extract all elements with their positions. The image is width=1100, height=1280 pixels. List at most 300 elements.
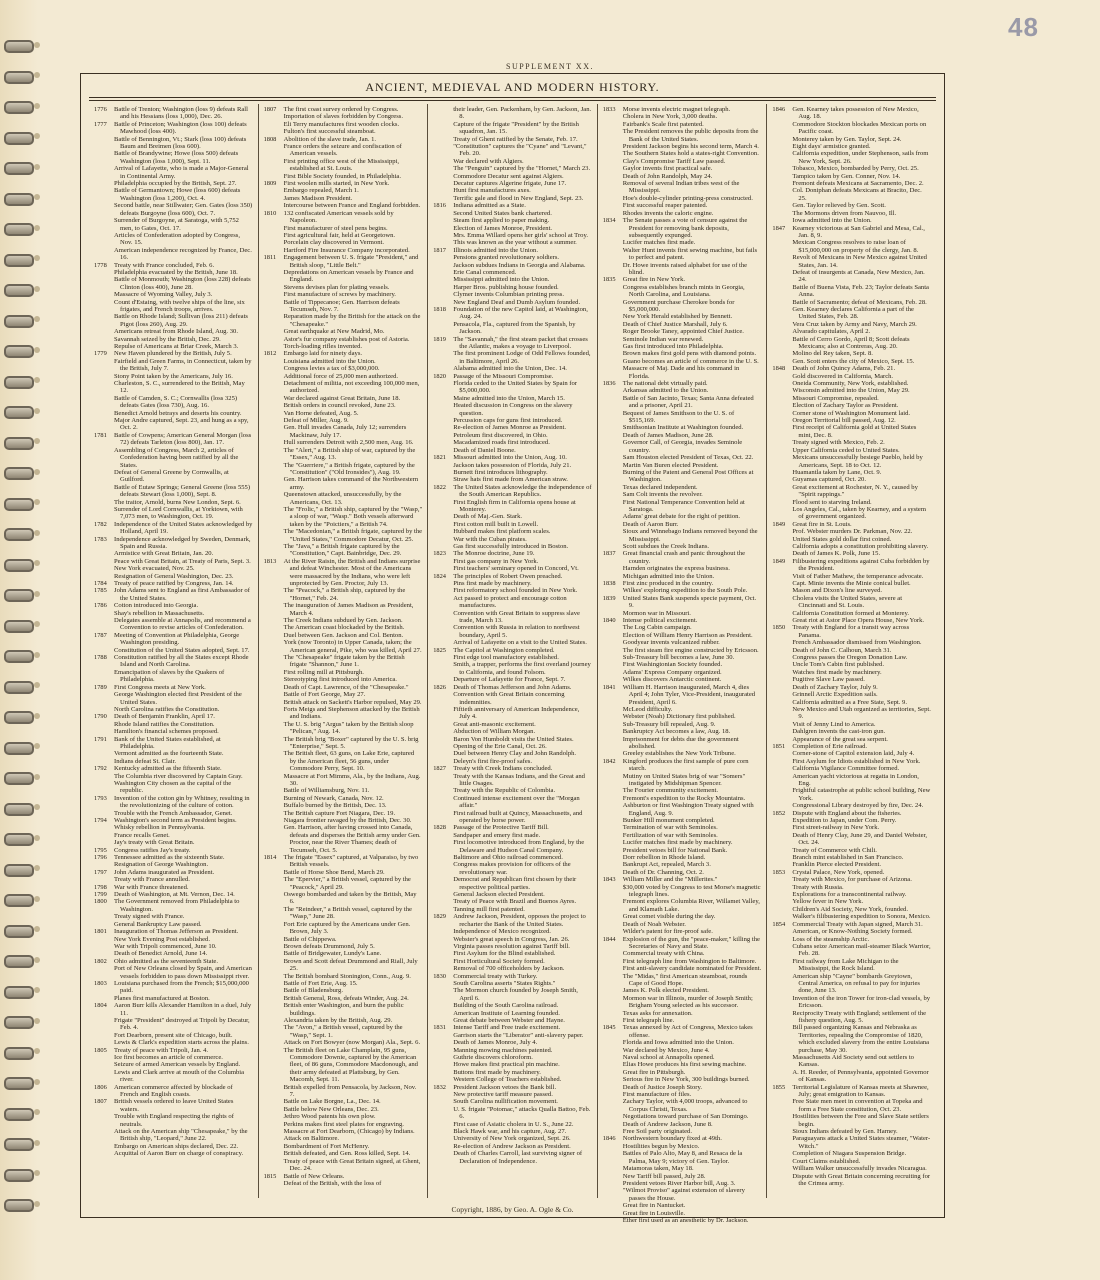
history-entry — [94, 950, 253, 957]
entry-year: 1831 — [433, 1024, 446, 1032]
entry-text: Death of Washington, at Mt. Vernon, Dec. 14. — [114, 891, 235, 899]
binding-hole — [34, 225, 40, 231]
entry-text: Texas declared independent. — [622, 483, 698, 491]
history-entry — [433, 587, 592, 594]
binding-ring — [4, 254, 34, 267]
entry-text: Fulton's first successful steamboat. — [283, 128, 376, 136]
history-entry — [433, 787, 592, 794]
entry-text: The Senate passes a vote of censure against the President for removing bank deposits, subsequently expunged. — [622, 217, 748, 239]
history-entry — [264, 313, 423, 328]
history-entry — [603, 462, 762, 469]
history-entry — [603, 736, 762, 751]
entry-year — [603, 499, 623, 514]
entry-text: Embargo on American ships declared, Dec. 22. — [114, 1142, 239, 1150]
entry-year — [433, 462, 453, 469]
entry-year — [264, 402, 284, 409]
entry-text: Harper Bros. publishing house founded. — [453, 283, 559, 291]
entry-year — [264, 239, 284, 246]
entry-year — [772, 439, 792, 446]
entry-text: Brown defeats Drummond, July 5. — [283, 942, 375, 950]
history-entry — [94, 773, 253, 780]
entry-year — [433, 906, 453, 913]
entry-year — [772, 684, 792, 691]
entry-text: Webster's great speech in Congress, Jan. 26. — [453, 935, 570, 943]
entry-text: Death of Maj.-Gen. Stark. — [453, 513, 523, 521]
history-entry — [94, 721, 253, 728]
entry-year — [603, 1143, 623, 1150]
entry-year — [603, 610, 623, 617]
entry-year — [94, 313, 114, 328]
entry-text: New York Evening Post established. — [114, 935, 210, 943]
history-entry — [603, 106, 762, 113]
history-entry — [603, 676, 762, 683]
entry-year — [603, 839, 623, 846]
entry-year — [433, 743, 453, 750]
entry-text: Burning of the Patent and General Post Offices at Washington. — [622, 468, 754, 484]
history-entry — [603, 876, 762, 883]
entry-year — [772, 454, 792, 469]
entry-text: Roger Brooke Taney, appointed Chief Justice. — [622, 328, 744, 336]
entry-text: William Walker unsuccessfully invades Nicaragua. — [792, 1165, 927, 1173]
history-entry — [433, 1061, 592, 1068]
history-entry — [772, 706, 931, 721]
entry-year — [264, 824, 284, 854]
entry-year — [264, 639, 284, 654]
entry-text: Adams' great debate for the right of petition. — [622, 513, 741, 521]
history-entry — [94, 417, 253, 432]
history-entry — [772, 684, 931, 691]
entry-text: The U. S. brig "Argus" taken by the British sloop "Pelican," Aug. 14. — [283, 720, 414, 736]
entry-text: Battle of Bladensburg. — [283, 987, 343, 995]
history-entry — [603, 1150, 762, 1165]
entry-text: Baltimore and Ohio railroad commenced. — [453, 854, 563, 862]
entry-text: Maine admitted into the Union, March 15. — [453, 394, 565, 402]
entry-text: Forts Meigs and Stephenson attacked by the British and Indians. — [283, 705, 420, 721]
entry-year — [603, 1061, 623, 1068]
entry-text: Capture of the frigate "President" by the British squadron, Jan. 15. — [453, 120, 579, 136]
entry-text: War declared with Algiers. — [453, 157, 524, 165]
entry-text: Great excitement at Rochester, N. Y., caused by "Spirit rappings." — [792, 483, 918, 499]
history-entry — [264, 817, 423, 824]
history-entry — [433, 1143, 592, 1150]
history-entry — [264, 365, 423, 372]
entry-year — [264, 543, 284, 558]
entry-year — [433, 832, 453, 839]
entry-year — [94, 558, 114, 565]
entry-year: 1813 — [263, 557, 277, 565]
entry-year — [433, 321, 453, 336]
entry-text: Children's Aid Society, New York, founded. — [792, 905, 908, 913]
history-entry — [433, 1084, 592, 1091]
history-entry — [264, 810, 423, 817]
entry-year: 1840 — [602, 617, 616, 625]
entry-text: Corner stone of Washington Monument laid. — [792, 409, 911, 417]
entry-year — [433, 225, 453, 232]
history-entry — [772, 869, 931, 876]
entry-year — [603, 1173, 623, 1180]
entry-text: Oswego bombarded and taken by the British, May 6. — [283, 891, 417, 906]
entry-year — [603, 773, 623, 788]
entry-year — [264, 810, 284, 817]
binding-hole — [34, 438, 40, 444]
entry-text: Additional force of 25,000 men authorized. — [283, 372, 399, 380]
history-entry — [772, 587, 931, 594]
entry-year — [264, 995, 284, 1002]
entry-text: Intense political excitement. — [622, 617, 698, 625]
history-entry — [603, 610, 762, 617]
history-entry — [433, 676, 592, 683]
entry-year — [94, 1143, 114, 1150]
entry-year — [433, 1017, 453, 1024]
history-entry — [94, 817, 253, 824]
entry-text: Battle on Rhode Island; Sullivan (loss 211) defeats Pigot (loss 260), Aug. 29. — [114, 313, 248, 328]
history-entry — [433, 950, 592, 957]
history-entry — [433, 202, 592, 209]
entry-year — [264, 691, 284, 698]
history-entry — [264, 358, 423, 365]
entry-text: Savannah seized by the British, Dec. 29. — [114, 335, 221, 343]
history-entry — [94, 410, 253, 417]
entry-year — [264, 906, 284, 921]
entry-text: Independence acknowledged by Sweden, Denmark, Spain and Russia. — [114, 535, 251, 550]
binding-ring — [4, 101, 34, 114]
entry-year — [772, 402, 792, 409]
entry-year — [94, 750, 114, 757]
entry-text: Gas first introduced into Philadelphia. — [622, 343, 724, 350]
entry-year — [94, 721, 114, 728]
entry-year — [772, 691, 792, 698]
history-entry — [264, 1047, 423, 1084]
entry-year — [264, 269, 284, 284]
entry-text: British orders in council revoked, June 23. — [283, 402, 396, 410]
history-entry — [94, 1098, 253, 1113]
entry-text: Battle of Princeton; Washington (loss 100) defeats Mawhood (loss 400). — [114, 120, 247, 136]
entry-year — [94, 1113, 114, 1128]
entry-year — [433, 1128, 453, 1135]
history-column-4 — [597, 104, 767, 1224]
binding-hole — [34, 1048, 40, 1054]
entry-year — [433, 1076, 453, 1083]
history-entry — [603, 595, 762, 610]
history-entry — [772, 936, 931, 943]
entry-year — [772, 528, 792, 535]
entry-year — [94, 1150, 114, 1157]
entry-text: Watches first made by machinery. — [792, 668, 882, 676]
entry-year — [603, 462, 623, 469]
entry-year — [94, 758, 114, 765]
entry-text: Grinnell Arctic Expedition sails. — [792, 691, 878, 699]
history-entry — [94, 1039, 253, 1046]
entry-year — [433, 121, 453, 136]
history-entry — [433, 521, 592, 528]
entry-year — [603, 143, 623, 150]
history-entry — [603, 454, 762, 461]
entry-text: Death of John Randolph, May 24. — [622, 172, 713, 180]
history-entry — [433, 365, 592, 372]
entry-year — [94, 373, 114, 380]
entry-year — [433, 787, 453, 794]
history-entry — [433, 143, 592, 158]
entry-text: War with France threatened. — [114, 883, 189, 891]
history-entry — [772, 1173, 931, 1188]
entry-year — [772, 187, 792, 202]
history-entry — [94, 1032, 253, 1039]
entry-text: Webster (Noah) Dictionary first published. — [622, 713, 736, 721]
entry-year — [264, 447, 284, 462]
entry-text: Great fire in Nantucket. — [622, 1202, 686, 1210]
history-entry — [772, 225, 931, 240]
entry-text: Pensions granted revolutionary soldiers. — [453, 254, 560, 262]
entry-year — [264, 358, 284, 365]
entry-year — [772, 202, 792, 209]
entry-text: Missouri admitted into the Union, Aug. 10. — [453, 454, 567, 462]
history-entry — [433, 247, 592, 254]
entry-year — [94, 232, 114, 247]
history-entry — [603, 684, 762, 706]
history-entry — [603, 639, 762, 646]
entry-text: American Institute of Learning founded. — [453, 1009, 560, 1017]
history-entry — [772, 1084, 931, 1099]
history-entry — [264, 1106, 423, 1113]
entry-year: 1815 — [263, 1172, 277, 1180]
entry-year — [433, 728, 453, 735]
entry-text: Western College of Teachers established. — [453, 1076, 562, 1084]
entry-text: Alabama admitted into the Union, Dec. 14. — [453, 365, 567, 373]
entry-text: Battle of New Orleans. — [283, 1172, 345, 1180]
entry-text: Petroleum first discovered, in Ohio. — [453, 431, 548, 439]
history-entry — [264, 1143, 423, 1150]
history-entry — [603, 121, 762, 128]
entry-year — [772, 484, 792, 499]
entry-text: Dr. Howe invents raised alphabet for use of the blind. — [622, 261, 748, 276]
entry-year — [264, 528, 284, 543]
entry-text: Gen. Harrison takes command of the Northwestern army. — [283, 476, 419, 491]
entry-text: Congress levies a tax of $3,000,000. — [283, 365, 380, 373]
history-entry — [772, 1128, 931, 1135]
entry-year — [433, 1091, 453, 1098]
entry-year — [264, 876, 284, 891]
entry-year: 1846 — [602, 1135, 616, 1143]
binding-ring — [4, 1016, 34, 1029]
entry-year — [603, 1113, 623, 1120]
history-column-5 — [766, 104, 936, 1198]
entry-year — [433, 1061, 453, 1068]
history-entry — [772, 891, 931, 898]
entry-text: Wilkes' exploring expedition to the South Pole. — [622, 587, 748, 595]
history-entry — [433, 254, 592, 261]
history-entry — [94, 1113, 253, 1128]
entry-year — [772, 550, 792, 557]
history-entry — [433, 1150, 592, 1165]
entry-year — [772, 136, 792, 143]
entry-year — [433, 839, 453, 854]
history-entry — [603, 728, 762, 735]
entry-year: 1846 — [772, 106, 786, 113]
entry-year: 1791 — [94, 735, 107, 743]
entry-year — [264, 1017, 284, 1024]
history-entry — [433, 1039, 592, 1046]
history-entry — [772, 595, 931, 610]
entry-year — [433, 943, 453, 950]
history-entry — [94, 654, 253, 669]
entry-text: Dahlgren invents the cast-iron gun. — [792, 728, 886, 736]
entry-text: Acquittal of Aaron Burr on charge of conspiracy. — [114, 1150, 244, 1158]
entry-year — [264, 187, 284, 194]
entry-text: Appearance of the great sea serpent. — [792, 735, 888, 743]
history-entry — [94, 913, 253, 920]
entry-year — [433, 624, 453, 639]
history-entry — [264, 254, 423, 269]
history-entry — [264, 876, 423, 891]
entry-year: 1778 — [94, 261, 107, 269]
history-entry — [603, 573, 762, 580]
history-entry — [264, 676, 423, 683]
history-entry — [772, 402, 931, 409]
entry-year — [603, 395, 623, 410]
entry-year — [603, 424, 623, 431]
entry-year — [772, 654, 792, 661]
entry-text: John Adams sent to England as first Ambassador of the United States. — [114, 587, 250, 602]
entry-year — [264, 632, 284, 639]
entry-text: The British fleet on Lake Champlain, 95 guns, Commodore Downie, captured by the American fleet, of 86 guns, Commodore Macdonough, and their army defeated at Plattsburg, by Gen. Macomb, Sept. 11. — [283, 1046, 418, 1084]
entry-text: Straw hats first made from American straw. — [453, 476, 568, 484]
history-entry — [603, 410, 762, 425]
history-entry — [264, 180, 423, 187]
entry-year — [264, 424, 284, 439]
entry-text: Congressional Library destroyed by fire, Dec. 24. — [792, 802, 924, 810]
entry-text: Illinois admitted into the Union. — [453, 246, 538, 254]
entry-year — [264, 617, 284, 624]
history-entry — [433, 217, 592, 224]
history-entry — [264, 424, 423, 439]
entry-text: First cotton mill built in Lowell. — [453, 520, 539, 528]
history-entry — [772, 736, 931, 743]
entry-text: First zinc produced in the country. — [622, 580, 714, 587]
entry-year — [603, 987, 623, 994]
history-entry — [772, 106, 931, 121]
entry-year — [94, 810, 114, 817]
entry-text: Kentucky admitted as the fifteenth State. — [114, 765, 222, 773]
entry-text: France recalls Genet. — [114, 831, 170, 839]
history-entry — [772, 306, 931, 321]
entry-year — [772, 239, 792, 254]
entry-year — [603, 817, 623, 824]
entry-text: Adams' Express Company organized. — [622, 668, 722, 676]
history-entry — [94, 980, 253, 995]
entry-year — [94, 217, 114, 232]
entry-text: New York Herald established by Bennett. — [622, 313, 733, 321]
entry-year — [264, 787, 284, 794]
entry-year: 1817 — [433, 246, 446, 254]
history-entry — [603, 1165, 762, 1172]
history-entry — [264, 491, 423, 506]
entry-text: Whisky rebellion in Pennsylvania. — [114, 824, 205, 832]
history-entry — [94, 861, 253, 868]
binding-ring — [4, 711, 34, 724]
entry-text: Battle of Cerro Gordo, April 8; Scott defeats Mexicans; also at Contreras, Aug. 20. — [792, 335, 910, 350]
history-entry — [94, 765, 253, 772]
history-entry — [772, 121, 931, 136]
history-entry — [94, 610, 253, 617]
entry-text: Tennessee admitted as the sixteenth State. — [114, 854, 225, 862]
history-entry — [772, 454, 931, 469]
entry-text: Washington's second term as President begins. — [114, 817, 237, 824]
binding-hole — [34, 316, 40, 322]
history-entry — [603, 321, 762, 328]
entry-year — [264, 1143, 284, 1150]
entry-year — [603, 1047, 623, 1054]
entry-text: First telegraph line from Washington to Baltimore. — [622, 957, 757, 965]
entry-year — [603, 965, 623, 972]
entry-text: Great fire in New York. — [622, 276, 686, 284]
entry-text: Port of New Orleans closed by Spain, and American vessels forbidden to pass down Mississippi river. — [114, 965, 252, 980]
history-entry — [772, 610, 931, 617]
history-entry — [772, 447, 931, 454]
entry-text: Seizure of armed American vessels by England. — [114, 1061, 241, 1069]
history-entry — [603, 647, 762, 654]
entry-year — [772, 1150, 792, 1157]
entry-year — [603, 721, 623, 728]
entry-text: Intense Tariff and Free trade excitement. — [453, 1024, 561, 1032]
history-entry — [94, 891, 253, 898]
entry-text: Fugitive Slave Law passed. — [792, 676, 865, 684]
history-entry — [433, 691, 592, 706]
entry-year — [264, 128, 284, 135]
entry-year: 1854 — [772, 920, 786, 928]
history-entry — [603, 839, 762, 846]
history-entry — [94, 136, 253, 151]
entry-year — [772, 617, 792, 624]
history-entry — [264, 1113, 423, 1120]
history-entry — [772, 269, 931, 284]
entry-text: Mexican Congress resolves to raise loan of $15,000,000 on property of the clergy, Jan. 8. — [792, 239, 919, 254]
entry-text: Great debate between Webster and Hayne. — [453, 1016, 565, 1024]
entry-year — [603, 832, 623, 839]
entry-year — [433, 432, 453, 439]
entry-year — [264, 121, 284, 128]
entry-text: Death of Noah Webster. — [622, 920, 686, 928]
history-entry — [772, 943, 931, 958]
entry-text: Fort Dearborn, present site of Chicago, built. — [114, 1031, 233, 1039]
history-entry — [772, 373, 931, 380]
entry-text: The British capture Fort Niagara, Dec. 19. — [283, 809, 396, 817]
entry-year — [433, 1150, 453, 1165]
entry-text: Crystal Palace, New York, opened. — [792, 868, 885, 876]
entry-text: A. H. Reeder, of Pennsylvania, appointed Governor of Kansas. — [792, 1068, 929, 1084]
history-entry — [772, 573, 931, 580]
entry-year — [603, 728, 623, 735]
history-entry — [603, 239, 762, 246]
entry-year: 1807 — [263, 106, 277, 113]
entry-text: Northwestern boundary fixed at 49th. — [622, 1135, 722, 1143]
entry-text: The "Chesapeake" frigate taken by the British frigate "Shannon," June 1. — [283, 654, 405, 669]
entry-text: Indians defeat St. Clair. — [114, 757, 177, 765]
entry-text: Death of John C. Calhoun, March 31. — [792, 646, 892, 654]
history-entry — [433, 195, 592, 202]
binding-hole — [34, 957, 40, 963]
entry-year — [772, 639, 792, 646]
entry-text: Treaty of peace ratified by Congress, Jan. 14. — [114, 580, 234, 587]
entry-year — [433, 854, 453, 861]
entry-text: Treaty with England for a transit way across Panama. — [792, 624, 910, 639]
entry-year — [603, 113, 623, 120]
entry-year: 1834 — [602, 217, 616, 225]
entry-year — [264, 410, 284, 417]
entry-text: The "Reindeer," a British vessel, captured by the "Wasp," June 28. — [283, 905, 412, 921]
history-entry — [94, 691, 253, 706]
entry-text: Naval school at Annapolis opened. — [622, 1054, 715, 1061]
entry-year — [433, 350, 453, 365]
